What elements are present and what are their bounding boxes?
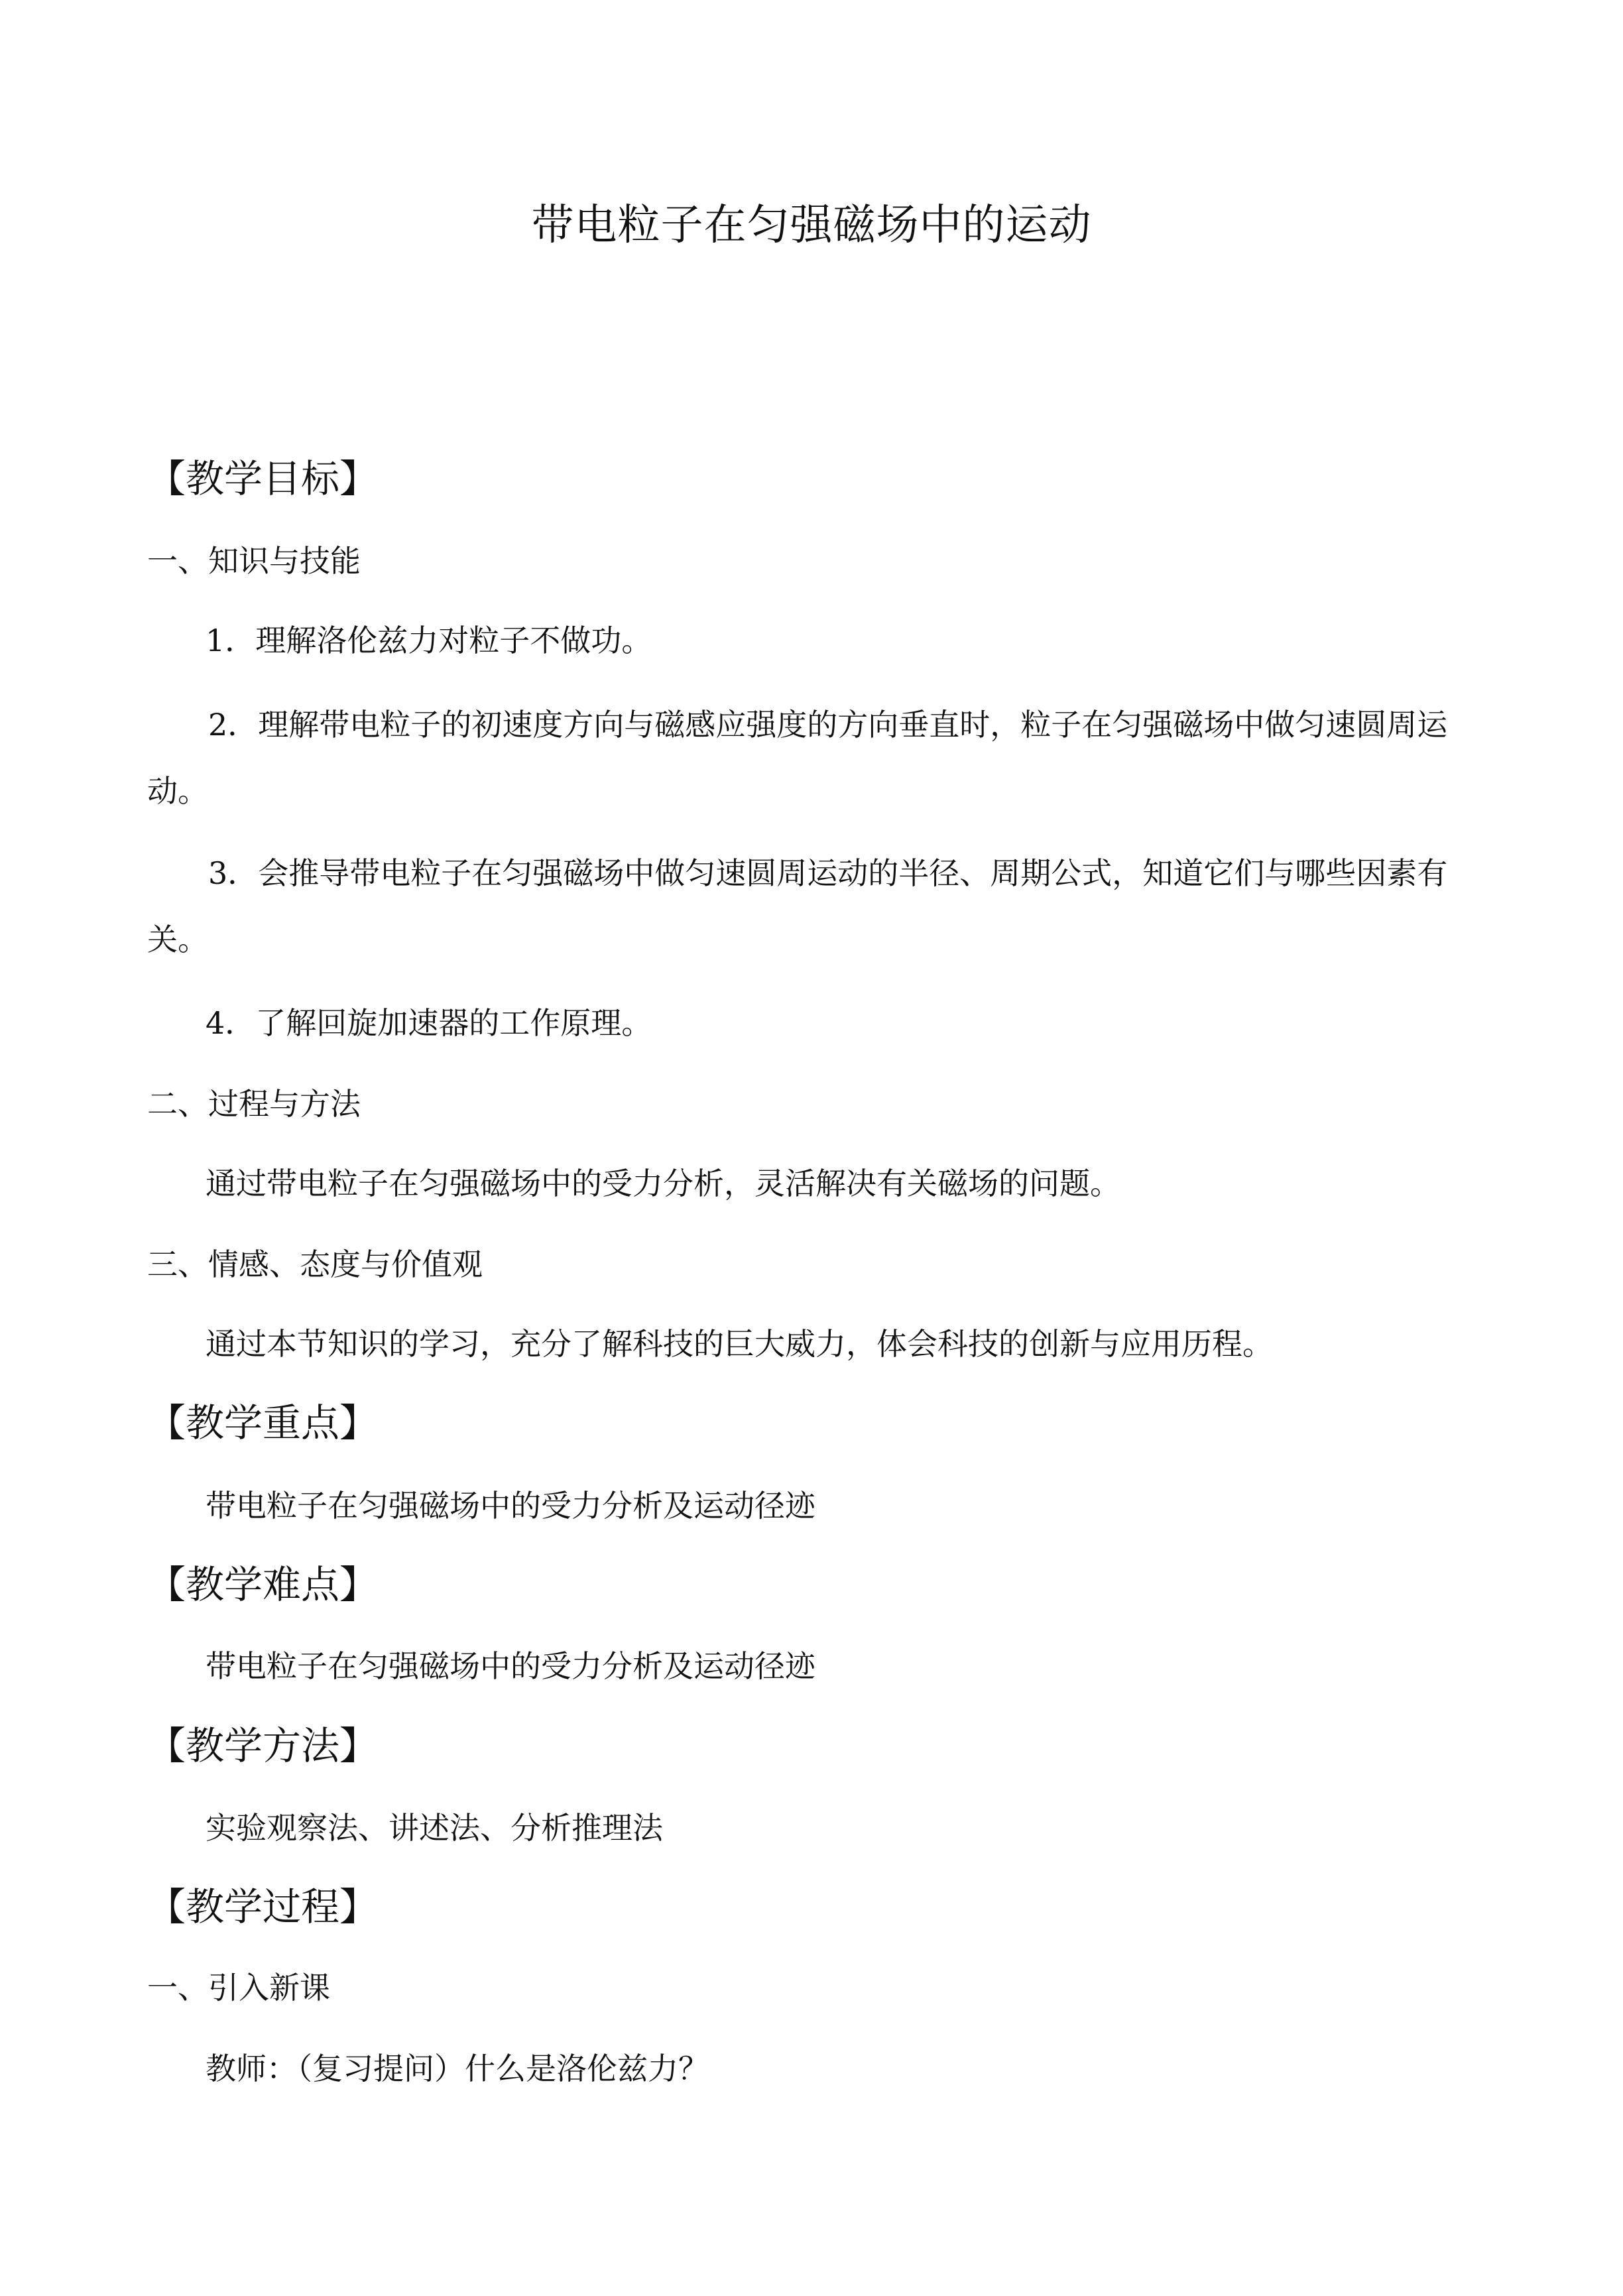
objectives-heading: 【教学目标】: [147, 456, 379, 501]
intro-heading: 一、引入新课: [147, 1970, 330, 2006]
document-title: 带电粒子在匀强磁场中的运动: [531, 201, 1092, 250]
difficulties-text: 带电粒子在匀强磁场中的受力分析及运动径迹: [206, 1648, 815, 1684]
emotion-heading: 三、情感、态度与价值观: [147, 1246, 483, 1282]
knowledge-item-3: 3．会推导带电粒子在匀强磁场中做匀速圆周运动的半径、周期公式，知道它们与哪些因素有关。: [147, 855, 1448, 957]
knowledge-item-4: 4．了解回旋加速器的工作原理。: [206, 1005, 652, 1041]
process-text: 通过带电粒子在匀强磁场中的受力分析，灵活解决有关磁场的问题。: [206, 1166, 1120, 1201]
methods-heading: 【教学方法】: [147, 1723, 379, 1768]
emotion-text: 通过本节知识的学习，充分了解科技的巨大威力，体会科技的创新与应用历程。: [206, 1326, 1273, 1362]
knowledge-heading: 一、知识与技能: [147, 543, 361, 579]
knowledge-item-2: 2．理解带电粒子的初速度方向与磁感应强度的方向垂直时，粒子在匀强磁场中做匀速圆周运动。: [147, 707, 1448, 809]
key-points-text: 带电粒子在匀强磁场中的受力分析及运动径迹: [206, 1488, 815, 1524]
procedure-heading: 【教学过程】: [147, 1884, 379, 1929]
difficulties-heading: 【教学难点】: [147, 1562, 379, 1607]
key-points-heading: 【教学重点】: [147, 1400, 379, 1445]
process-heading: 二、过程与方法: [147, 1086, 361, 1122]
methods-text: 实验观察法、讲述法、分析推理法: [206, 1810, 663, 1846]
intro-text: 教师：（复习提问）什么是洛伦兹力？: [206, 2051, 709, 2086]
knowledge-item-1: 1．理解洛伦兹力对粒子不做功。: [206, 623, 652, 658]
